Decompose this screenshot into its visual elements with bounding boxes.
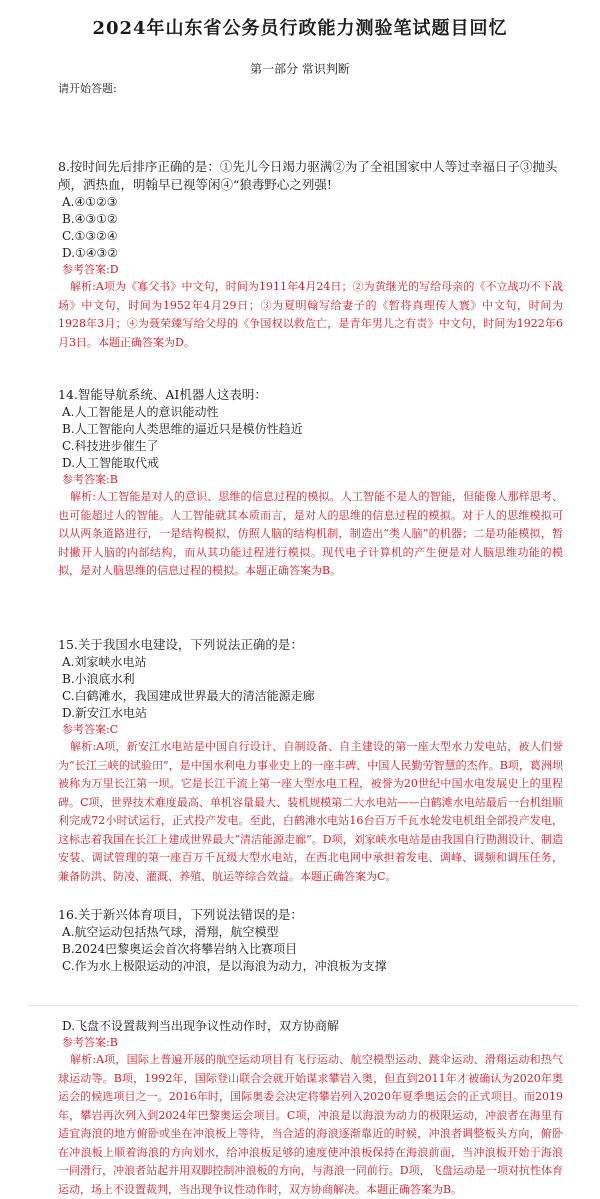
option-d: D.人工智能取代戒 [62,456,160,470]
option-c: C.白鹤滩水，我国建成世界最大的清洁能源走廊 [62,689,315,703]
page-break-divider [28,1005,578,1006]
option-c: C.科技进步催生了 [62,439,159,453]
section-heading: 第一部分 常识判断 [250,62,350,76]
option-a: A.航空运动包括热气球，滑翔，航空模型 [62,925,279,939]
question-16 [58,906,563,975]
option-a: A.④①②③ [62,195,118,209]
start-prompt: 请开始答题: [58,82,117,95]
option-d: D.①④③② [62,246,119,260]
option-a: A.刘家峡水电站 [62,655,147,669]
explanation: 解析:A项，新安江水电站是中国自行设计、自制设备、自主建设的第一座大型水力发电站，被人们誉为“长江三峡的试验田”，是中国水利电力事业史上的一座丰碑、中国人民勤劳智慧的杰作。B项，葛洲坝被称为万里长江第一坝。它是长江干流上第一座大型水电工程，被誉为20世纪中国水电发展史上的里程碑。C项，世界技术难度最高、单机容量最大、装机规模第二大水电站——白鹤滩水电站最后一台机组顺利完成72小时试运行，正式投产发电。至此，白鹤滩水电站16台百万千瓦水轮发电机组全部投产发电，这标志着我国在长江上建成世界最大“清洁能源走廊”。D项，刘家峡水电站是由我国自行勘测设计、制造安装、调试管理的第一座百万千瓦级大型水电站，在西北电网中承担着发电、调峰、调频和调压任务，兼备防洪、防凌、灌溉、养殖、航运等综合效益。本题正确答案为C。 [58,740,563,883]
answer-label: 参考答案:D [62,263,119,276]
question-8 [58,158,563,352]
option-c: C.①③②④ [62,229,118,243]
option-b: B.小浪底水利 [62,672,135,686]
question-14 [58,386,563,581]
answer-label: 参考答案:C [62,723,119,736]
option-b: B.④③①② [62,212,118,226]
option-a: A.人工智能是人的意识能动性 [62,405,219,419]
option-c: C.作为水上极限运动的冲浪，是以海浪为动力，冲浪板为支撑 [62,959,387,973]
explanation: 解析:人工智能是对人的意识、思维的信息过程的模拟。人工智能不是人的智能，但能像人那样思考、也可能超过人的智能。人工智能就其本质而言，是对人的思维的信息过程的模拟。对于人的思维模拟可以从两条道路进行，一是结构模拟，仿照人脑的结构机制，制造出“类人脑”的机器；二是功能模拟，暂时撇开人脑的内部结构，而从其功能过程进行模拟。现代电子计算机的产生便是对人脑思维功能的模拟，是对人脑思维的信息过程的模拟。本题正确答案为B。 [58,490,563,577]
explanation: 解析:A项，国际上普遍开展的航空运动项目有飞行运动、航空模型运动、跳伞运动、滑翔运动和热气球运动等。B项，1992年，国际登山联合会就开始谋求攀岩入奥，但直到2011年才被确认为2020年奥运会的候选项目之一。2016年时，国际奥委会决定将攀岩列入2020年夏季奥运会的正式项目。而2019年，攀岩再次列入到2024年巴黎奥运会项目。C项，冲浪是以海浪为动力的极限运动，冲浪者在海里有适宜海浪的地方俯卧或坐在冲浪板上等待，当合适的海浪逐渐靠近的时候，冲浪者调整板头方向，俯卧在冲浪板上顺着海浪的方向划水，给冲浪板足够的速度使冲浪板保持在海浪前面，当冲浪板开始于海浪一同滑行，冲浪者站起并用双脚控制冲浪板的方向，与海浪一同前行。D项，飞盘运动是一项对抗性体育运动，场上不设置裁判，当出现争议性动作时，双方协商解决。本题正确答案为B。 [58,1053,563,1196]
question-stem: 8.按时间先后排序正确的是：①先儿今日竭力驱满②为了全祖国家中人等过幸福日子③抛头颅，洒热血，明翰早已视等闲④“狼毒野心之列强! [58,159,558,192]
question-16-continued [58,1018,563,1199]
option-d: D.新安江水电站 [62,706,148,720]
option-d: D.飞盘不设置裁判当出现争议性动作时，双方协商解 [62,1019,340,1033]
question-15 [58,636,563,886]
explanation: 解析:A项为《寡父书》中文句，时间为1911年4月24日；②为黄继光的写给母亲的《不立战功不下战场》中文句，时间为1952年4月29日；③为夏明翰写给妻子的《暂将真理传人寰》中文句，时间为1928年3月；④为聂荣臻写给父母的《争国权以救危亡，是青年男儿之有责》中文句，时间为1922年6月3日。本题正确答案为D。 [58,280,563,349]
option-b: B.2024巴黎奥运会首次将攀岩纳入比赛项目 [62,942,298,956]
question-stem: 16.关于新兴体育项目，下列说法错误的是： [58,907,303,922]
question-stem: 15.关于我国水电建设，下列说法正确的是： [58,637,303,652]
answer-label: 参考答案:B [62,1036,118,1049]
question-stem: 14.智能导航系统、AI机器人这表明： [58,387,267,402]
answer-label: 参考答案:B [62,473,118,486]
document-title: 2024年山东省公务员行政能力测验笔试题目回忆 [92,18,508,39]
option-b: B.人工智能向人类思维的逼近只是模仿性趋近 [62,422,303,436]
